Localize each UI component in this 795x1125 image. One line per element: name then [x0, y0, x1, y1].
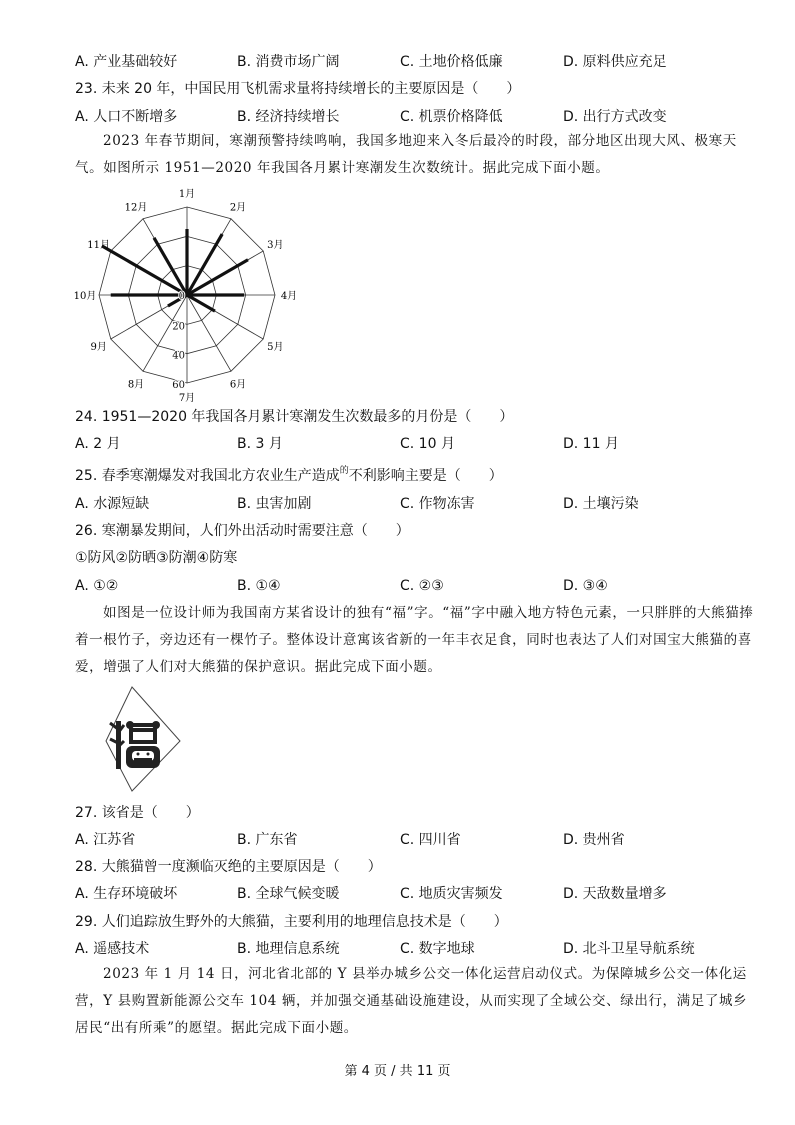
- month-label: 5月: [267, 342, 284, 353]
- q25-option-c: C. 作物冻害: [400, 496, 475, 512]
- month-label: 11月: [87, 240, 111, 251]
- q22-option-c: C. 土地价格低廉: [400, 54, 503, 70]
- passage-cold-wave: 2023 年春节期间，寒潮预警持续鸣响，我国多地迎来入冬后最冷的时段，部分地区出现大风、极寒天气。如图所示 1951—2020 年我国各月累计寒潮发生次数统计。据此完成下面小题。: [75, 133, 737, 176]
- month-label: 8月: [127, 379, 145, 391]
- q27-option-c: C. 四川省: [400, 832, 461, 848]
- q28-option-c: C. 地质灾害频发: [400, 886, 503, 902]
- q26-items: ①防风②防晒③防潮④防寒: [75, 550, 238, 566]
- radius-tick-label: 60: [172, 380, 185, 391]
- month-label: 10月: [73, 291, 97, 302]
- passage-panda-fu: 如图是一位设计师为我国南方某省设计的独有“福”字。“福”字中融入地方特色元素，一只胖胖的大熊猫捧着一根竹子，旁边还有一棵竹子。整体设计意寓该省新的一年丰衣足食，同时也表达了人们对国宝大熊猫的喜爱，增强了人们对大熊猫的保护意识。据此完成下面小题。: [75, 605, 754, 675]
- month-label: 4月: [280, 291, 298, 302]
- q28-option-a: A. 生存环境破坏: [75, 886, 178, 902]
- q27-stem: 27. 该省是（ ）: [75, 805, 200, 821]
- page-footer: 第 4 页 / 共 11 页: [344, 1064, 451, 1079]
- month-label: 2月: [229, 202, 247, 214]
- q25-stem-a: 25. 春季寒潮爆发对我国北方农业生产造成: [75, 468, 340, 484]
- q26-option-c: C. ②③: [400, 578, 444, 594]
- q23-option-d: D. 出行方式改变: [563, 109, 667, 125]
- q24-stem: 24. 1951—2020 年我国各月累计寒潮发生次数最多的月份是（ ）: [75, 409, 514, 425]
- q22-option-b: B. 消费市场广阔: [237, 54, 340, 70]
- month-label: 7月: [178, 393, 196, 403]
- q23-option-b: B. 经济持续增长: [237, 109, 340, 125]
- q29-option-d: D. 北斗卫星导航系统: [563, 941, 695, 957]
- q26-stem: 26. 寒潮暴发期间，人们外出活动时需要注意（ ）: [75, 523, 410, 539]
- month-label: 12月: [124, 202, 148, 214]
- month-label: 3月: [267, 240, 284, 251]
- radar-chart-cold-wave: [70, 188, 310, 403]
- month-label: 9月: [90, 342, 107, 353]
- q28-option-d: D. 天敌数量增多: [563, 886, 667, 902]
- q29-stem: 29. 人们追踪放生野外的大熊猫，主要利用的地理信息技术是（ ）: [75, 914, 508, 930]
- radar-bar-5月: [187, 295, 215, 311]
- radius-tick-label: 0: [178, 291, 185, 302]
- q22-option-d: D. 原料供应充足: [563, 54, 667, 70]
- radius-tick-label: 40: [172, 350, 185, 362]
- panda-fu-character-image: [104, 683, 184, 795]
- q22-option-a: A. 产业基础较好: [75, 54, 178, 70]
- q24-option-c: C. 10 月: [400, 436, 455, 452]
- q26-option-a: A. ①②: [75, 578, 119, 594]
- q27-option-b: B. 广东省: [237, 832, 298, 848]
- q25-stem: [75, 466, 503, 488]
- q23-option-a: A. 人口不断增多: [75, 109, 178, 125]
- q25-option-d: D. 土壤污染: [563, 496, 639, 512]
- q25-option-a: A. 水源短缺: [75, 496, 150, 512]
- month-label: 6月: [229, 379, 247, 391]
- q29-option-a: A. 遥感技术: [75, 941, 150, 957]
- q25-stem-b: 不利影响主要是（ ）: [348, 468, 503, 484]
- q23-option-c: C. 机票价格降低: [400, 109, 503, 125]
- q28-stem: 28. 大熊猫曾一度濒临灭绝的主要原因是（ ）: [75, 859, 382, 875]
- q27-option-d: D. 贵州省: [563, 832, 625, 848]
- q24-option-b: B. 3 月: [237, 436, 283, 452]
- q27-option-a: A. 江苏省: [75, 832, 136, 848]
- q29-option-b: B. 地理信息系统: [237, 941, 340, 957]
- q26-option-b: B. ①④: [237, 578, 281, 594]
- passage-bus: 2023 年 1 月 14 日，河北省北部的 Y 县举办城乡公交一体化运营启动仪式。为保障城乡公交一体化运营，Y 县购置新能源公交车 104 辆，并加强交通基础设施建设，从而实现了全域公交、绿出行，满足了城乡居民“出有所乘”的愿望。据此完成下面小题。: [75, 966, 748, 1036]
- q24-option-d: D. 11 月: [563, 436, 619, 452]
- q25-option-b: B. 虫害加剧: [237, 496, 312, 512]
- radius-tick-label: 20: [172, 321, 185, 333]
- q26-option-d: D. ③④: [563, 578, 608, 594]
- q29-option-c: C. 数字地球: [400, 941, 475, 957]
- q24-option-a: A. 2 月: [75, 436, 121, 452]
- q28-option-b: B. 全球气候变暖: [237, 886, 340, 902]
- q25-stem-sup: 的: [339, 466, 349, 476]
- month-label: 1月: [178, 189, 196, 200]
- q23-stem: 23. 未来 20 年，中国民用飞机需求量将持续增长的主要原因是（ ）: [75, 81, 521, 97]
